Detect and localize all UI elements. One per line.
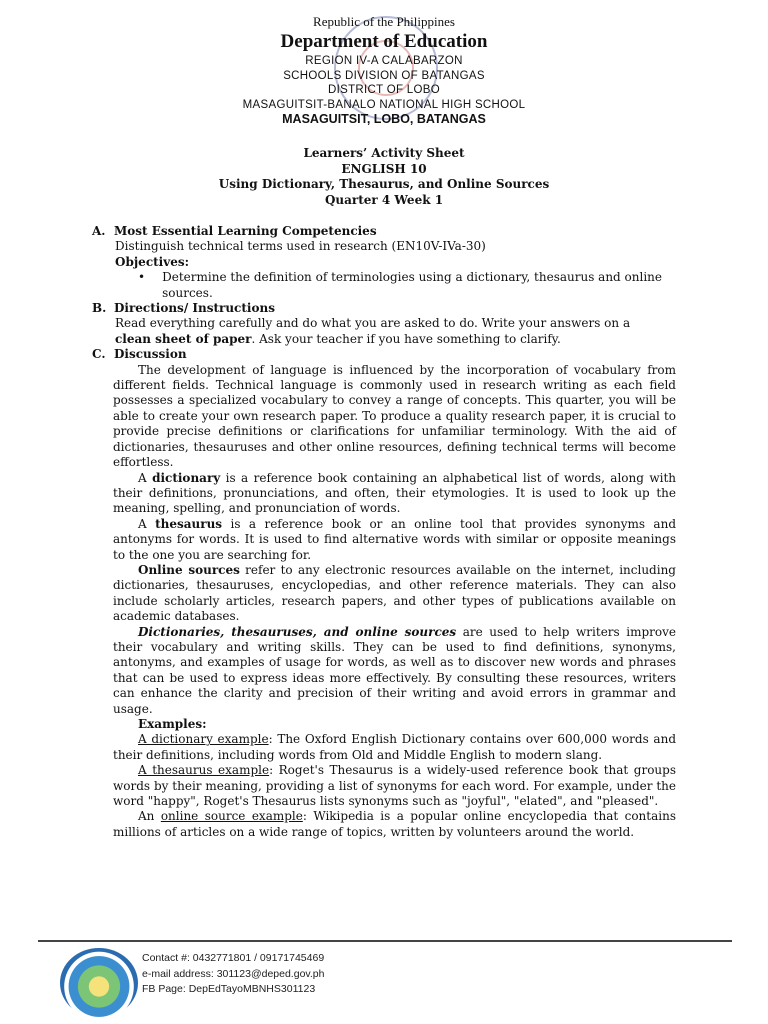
- quarter-title: Quarter 4 Week 1: [324, 192, 444, 207]
- footer-divider: [38, 940, 732, 942]
- school-logo-icon: [60, 948, 138, 1018]
- sheet-titles: [0, 146, 768, 208]
- email-address: e-mail address: 301123@deped.gov.ph: [142, 967, 325, 980]
- district-line: DISTRICT OF LOBO: [328, 84, 440, 96]
- section-b-heading: [92, 301, 676, 316]
- school-address: MASAGUITSIT, LOBO, BATANGAS: [282, 112, 486, 126]
- text-part: : Wikipedia is a popular online encyclopedia that contains millions of articles on a wide range of topics, written by volunteers around the world.: [113, 809, 676, 839]
- section-c-heading: [92, 347, 676, 362]
- section-title: Most Essential Learning Competencies: [114, 224, 377, 238]
- text-part: are used to help writers improve their vocabulary and writing skills. They can be used to find definitions, synonyms, antonyms, and examples of usage for words, as well as to discover new words and phrases that can be used to express ideas more effectively. By consulting these resources, writers can enhance the clarity and precision of their writing and avoid errors in grammar and usage.: [113, 624, 676, 716]
- competency-text: Distinguish technical terms used in research (EN10V-IVa-30): [115, 239, 486, 254]
- resources-paragraph: [92, 625, 676, 717]
- republic-line: Republic of the Philippines: [313, 14, 455, 29]
- objective-text: Determine the definition of terminologies using a dictionary, thesaurus and online sources.: [162, 270, 663, 300]
- directions-part: . Ask your teacher if you have something to clarify.: [251, 331, 561, 346]
- division-line: SCHOOLS DIVISION OF BATANGAS: [283, 69, 485, 82]
- footer-contact: [142, 951, 324, 998]
- directions-emphasis: clean sheet of paper: [115, 331, 252, 346]
- objectives-label: Objectives:: [115, 254, 190, 269]
- school-name: MASAGUITSIT-BANALO NATIONAL HIGH SCHOOL: [242, 98, 526, 111]
- discussion-paragraph-intro: The development of language is influenced by the incorporation of vocabulary from different fields. Technical language is commonly used in research writing as each field possesses a specialized vocabulary to convey a range of concepts. This quarter, you will be able to create your own research paper. To produce a quality research paper, it is crucial to provide precise definitions or clarifications for unfamiliar terminology. With the aid of dictionaries, thesauruses and other online resources, defining technical terms will become effortless.: [113, 362, 676, 470]
- dictionary-paragraph: [92, 471, 676, 517]
- example-label: A thesaurus example: [138, 763, 270, 778]
- example-label: online source example: [160, 809, 303, 824]
- letterhead: [0, 14, 768, 127]
- text-part: is a reference book or an online tool that provides synonyms and antonyms for words. It is used to find alternative words with similar or opposite meanings to the one you are searching for.: [113, 516, 676, 562]
- sheet-title: Learners’ Activity Sheet: [303, 146, 465, 160]
- term-thesaurus: thesaurus: [155, 516, 223, 531]
- text-part: : Roget's Thesaurus is a widely-used reference book that groups words by their meaning, providing a list of synonyms for each word. For example, under the word "happy", Roget's Thesaurus lists synonyms such as "joyful", "elated", and "pleased".: [113, 763, 676, 809]
- topic-title: Using Dictionary, Thesaurus, and Online Sources: [218, 177, 550, 191]
- section-letter: A.: [92, 224, 106, 238]
- thesaurus-example: [92, 763, 676, 809]
- contact-number: Contact #: 0432771801 / 09171745469: [142, 952, 325, 964]
- term-dictionary: dictionary: [152, 470, 221, 485]
- objective-item: [92, 270, 676, 301]
- text-part: An: [138, 809, 161, 824]
- online-source-example: [92, 809, 676, 840]
- fb-page: FB Page: DepEdTayoMBNHS301123: [142, 983, 316, 995]
- directions-text: [92, 316, 676, 347]
- section-letter: C.: [92, 347, 106, 362]
- section-letter: B.: [92, 301, 107, 316]
- term-resources: Dictionaries, thesauruses, and online sources: [138, 624, 457, 639]
- thesaurus-paragraph: [92, 517, 676, 563]
- school-logo: [60, 948, 138, 1018]
- department-title: Department of Education: [280, 31, 488, 52]
- bullet-icon: •: [138, 270, 146, 285]
- section-title: Discussion: [114, 347, 187, 362]
- text-part: A: [138, 516, 156, 531]
- dictionary-example: [92, 732, 676, 763]
- section-title: Directions/ Instructions: [114, 301, 275, 316]
- examples-label: Examples:: [138, 717, 207, 731]
- activity-content: [92, 224, 676, 840]
- term-online-sources: Online sources: [138, 562, 240, 577]
- directions-part: Read everything carefully and do what you are asked to do. Write your answers on a: [115, 316, 631, 331]
- section-a-heading: [92, 224, 676, 239]
- region-line: REGION IV-A CALABARZON: [305, 55, 463, 67]
- text-part: : The Oxford English Dictionary contains over 600,000 words and their definitions, including words from Old and Middle English to modern slang.: [113, 732, 676, 762]
- text-part: is a reference book containing an alphabetical list of words, along with their definitions, pronunciations, and often, their etymologies. It is used to look up the meaning, spelling, and pronunciation of words.: [113, 470, 676, 516]
- text-part: A: [138, 470, 153, 485]
- text-part: refer to any electronic resources available on the internet, including dictionaries, thesauruses, encyclopedias, and other reference materials. They can also include scholarly articles, research papers, and other types of publications available on academic databases.: [113, 562, 676, 624]
- example-label: A dictionary example: [138, 732, 269, 747]
- online-sources-paragraph: [92, 563, 676, 625]
- subject-title: ENGLISH 10: [341, 161, 427, 176]
